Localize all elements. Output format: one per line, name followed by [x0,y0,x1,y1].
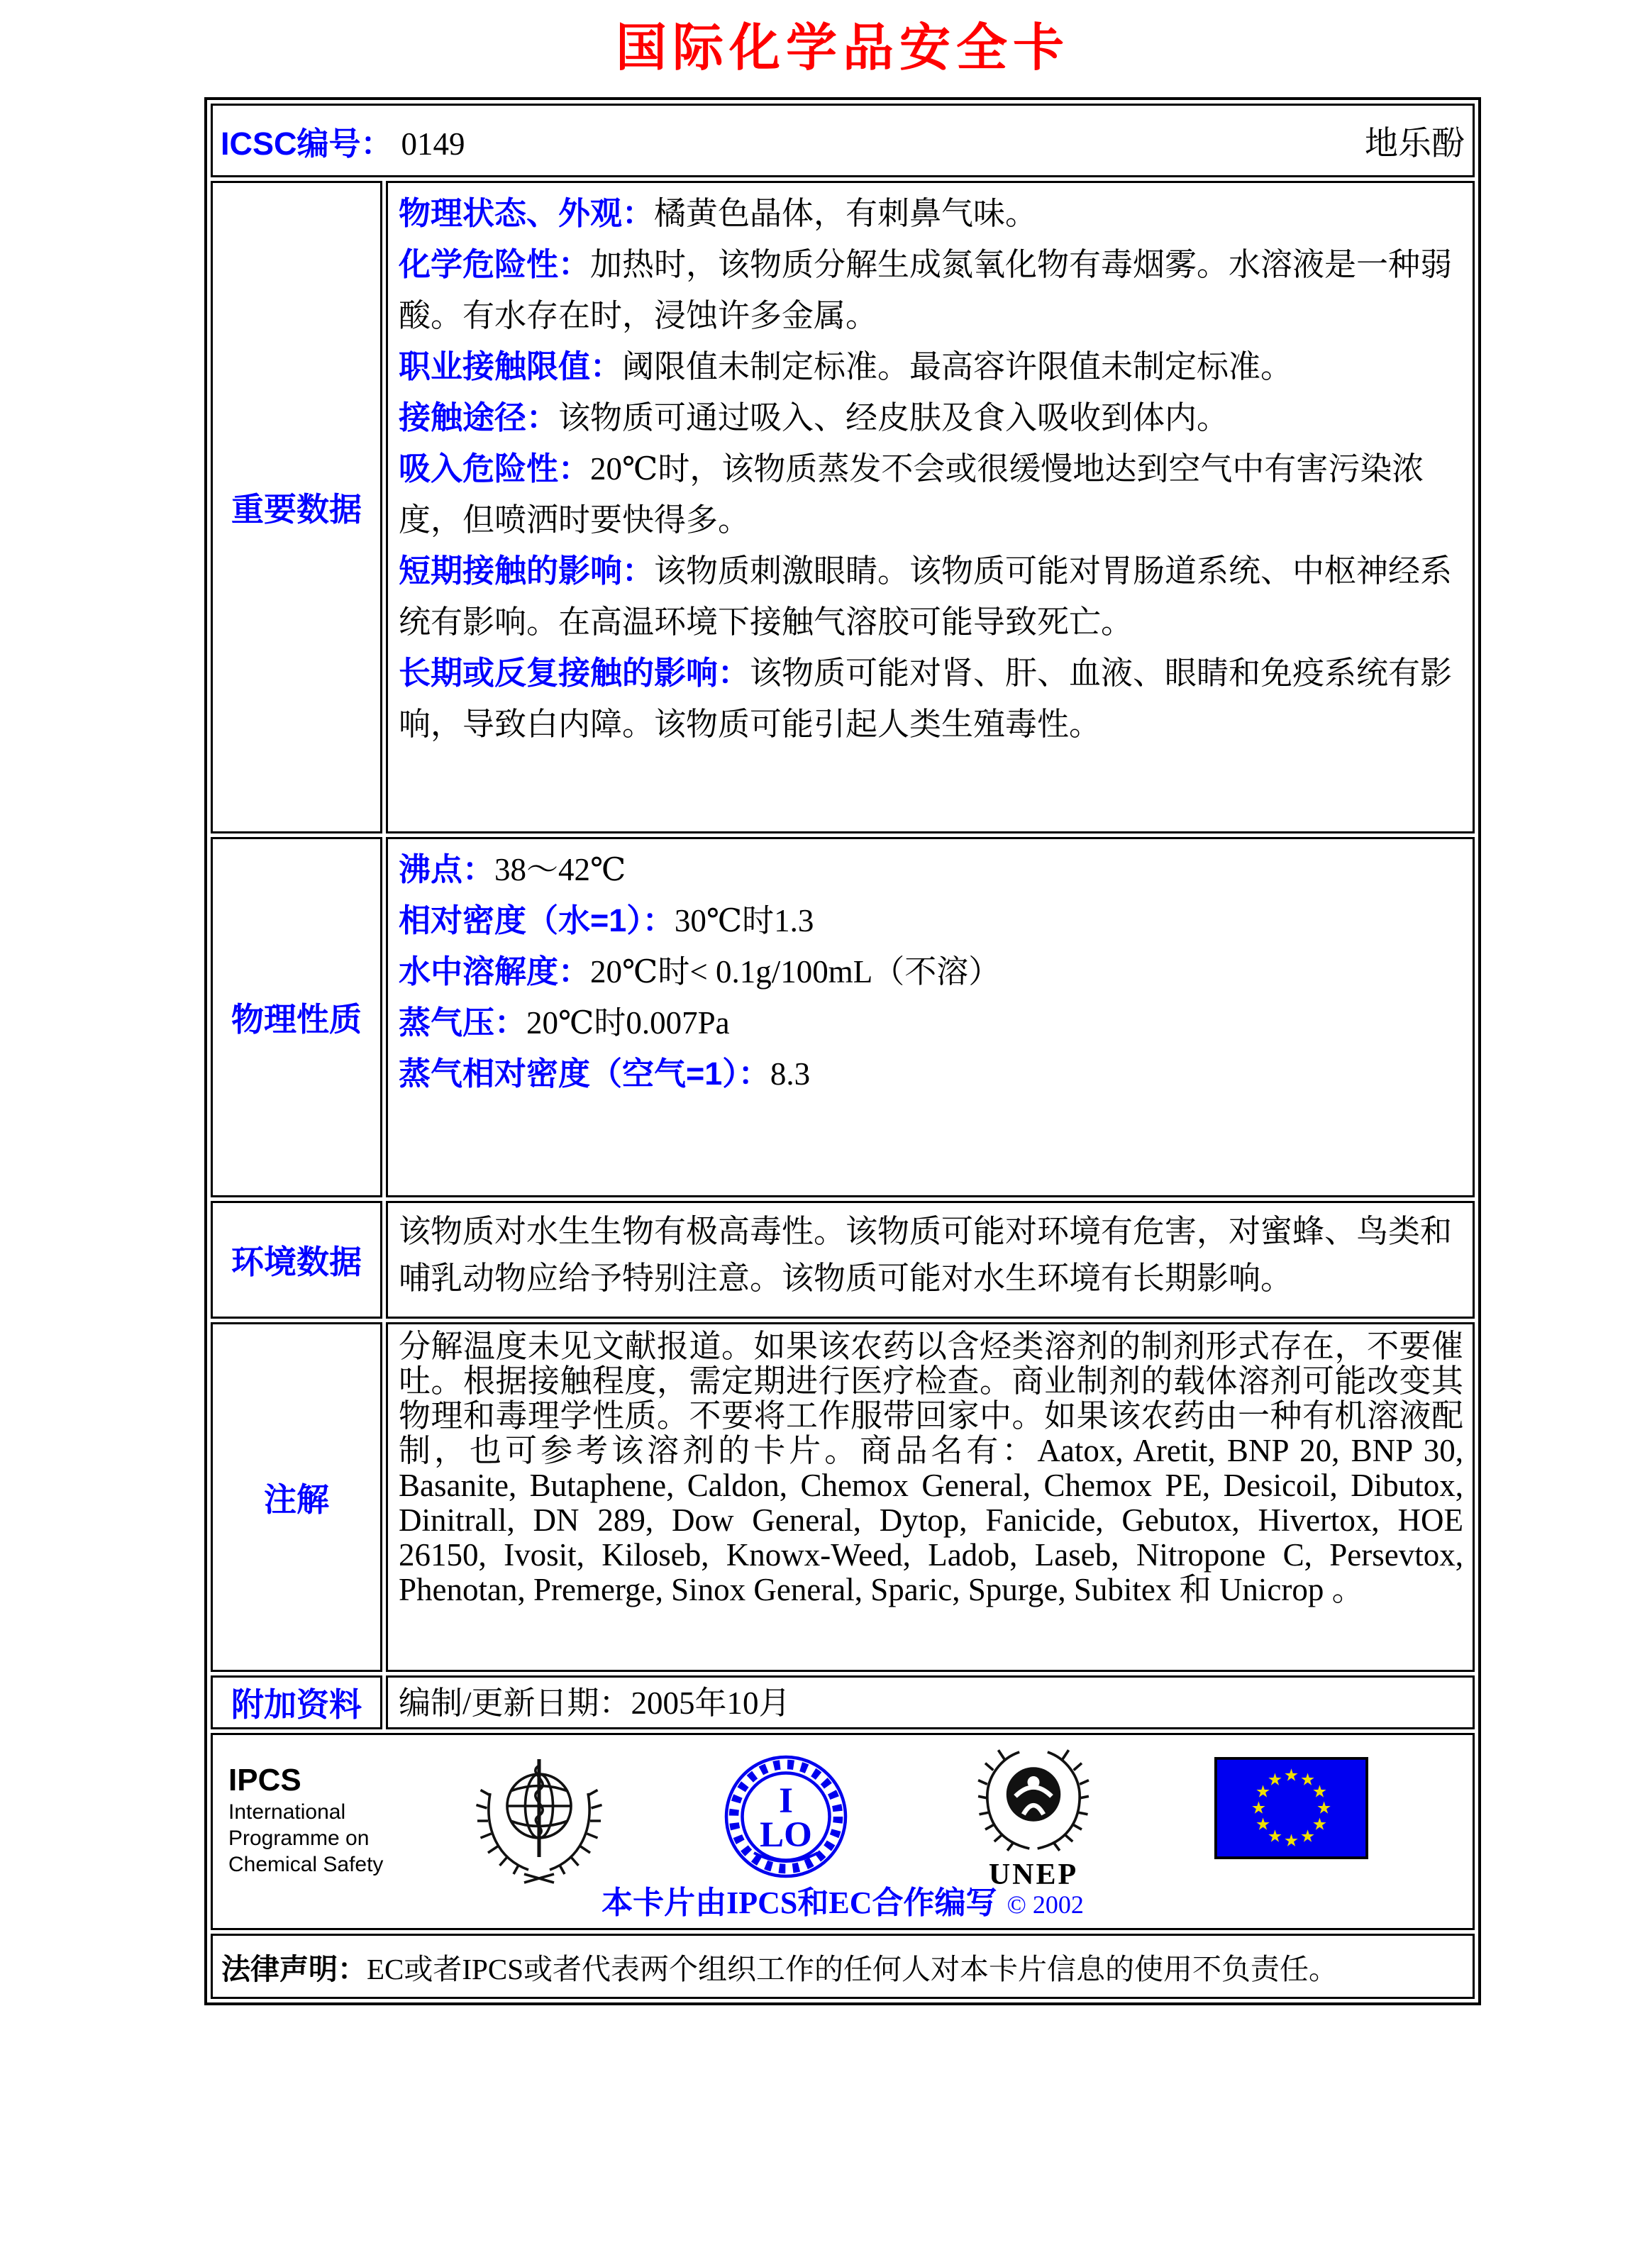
important-data-row [211,181,1475,833]
ilo-logo-icon [722,1751,850,1893]
notes-row [211,1322,1475,1672]
safety-card-table [204,97,1481,2005]
icsc-number-label: ICSC编号： [221,125,393,162]
important-item: 物理状态、外观：橘黄色晶体，有刺鼻气味。 [399,195,1038,231]
legal-text: EC或者IPCS或者代表两个组织工作的任何人对本卡片信息的使用不负责任。 [367,1952,1338,1985]
environmental-data-text: 该物质对水生生物有极高毒性。该物质可能对环境有危害，对蜜蜂、鸟类和哺乳动物应给予特别注意。该物质可能对水生环境有长期影响。 [399,1214,1453,1296]
important-data-side-label: 重要数据 [211,181,382,833]
physical-item: 蒸气压：20℃时0.007Pa [399,1004,730,1041]
important-data-content [386,181,1475,833]
additional-info-side-label: 附加资料 [211,1675,382,1729]
physical-properties-row [211,837,1475,1197]
environmental-data-row [211,1201,1475,1319]
physical-item: 沸点：38～42℃ [399,851,626,887]
who-logo-icon [475,1751,603,1893]
environmental-data-content [386,1201,1475,1319]
important-item: 长期或反复接触的影响：该物质可能对肾、肝、血液、眼睛和免疫系统有影响，导致白内障。该物质可能引起人类生殖毒性。 [399,655,1453,742]
notes-text: 分解温度未见文献报道。如果该农药以含烃类溶剂的制剂形式存在，不要催吐。根据接触程度，需定期进行医疗检查。商业制剂的载体溶剂可能改变其物理和毒理学性质。不要将工作服带回家中。如果该农药由一种有机溶液配制，也可参考该溶剂的卡片。商品名有：Aatox, Aretit, BNP 20, BNP 30, Basanite, Butaphene, Caldon, Chemox General, Chemox PE, Desicoil, Dibutox, Dinitrall, DN 289, Dow General, Dytop, Fanicide, Gebutox, Hivertox, HOE 26150, Ivosit, Kiloseb, Knowx-Weed, Ladob, Laseb, Nitropone C, Persevtox, Phenotan, Premerge, Sinox General, Sparic, Spurge, Subitex 和 Unicrop 。 [399,1329,1463,1607]
svg-text:LO: LO [760,1815,812,1855]
notes-content [386,1322,1475,1672]
ipcs-subline: Chemical Safety [228,1853,384,1876]
logos-cell [211,1733,1475,1930]
update-date-value: 2005年10月 [631,1685,791,1721]
header-cell [211,104,1475,177]
icsc-number-group [221,118,465,164]
physical-item: 相对密度（水=1）：30℃时1.3 [399,902,814,938]
legal-cell [211,1934,1475,1999]
unep-wordmark: UNEP [988,1858,1079,1891]
important-item: 职业接触限值：阈限值未制定标准。最高容许限值未制定标准。 [399,348,1293,384]
additional-info-content [386,1675,1475,1729]
additional-info-row [211,1675,1475,1729]
ipcs-subline: International [228,1800,346,1824]
environmental-data-side-label: 环境数据 [211,1201,382,1319]
ipcs-text-block [228,1762,383,1878]
eu-flag-icon [1214,1756,1368,1863]
ipcs-subline: Programme on [228,1827,370,1850]
physical-item: 水中溶解度：20℃时< 0.1g/100mL（不溶） [399,953,1001,990]
physical-properties-side-label: 物理性质 [211,837,382,1197]
page-title: 国际化学品安全卡 [615,20,1070,77]
chemical-name: 地乐酚 [1365,125,1465,162]
header-row [211,104,1475,177]
important-item: 短期接触的影响：该物质刺激眼睛。该物质可能对胃肠道系统、中枢神经系统有影响。在高温环境下接触气溶胶可能导致死亡。 [399,553,1453,640]
icsc-number-value: 0149 [401,126,465,162]
important-item: 化学危险性：加热时，该物质分解生成氮氧化物有毒烟雾。水溶液是一种弱酸。有水存在时，浸蚀许多金属。 [399,246,1453,333]
update-date-label: 编制/更新日期： [399,1685,631,1721]
legal-row [211,1934,1475,1999]
unep-logo-icon [973,1744,1094,1890]
physical-item: 蒸气相对密度（空气=1）：8.3 [399,1056,811,1092]
important-item: 吸入危险性：20℃时，该物质蒸发不会或很缓慢地达到空气中有害污染浓度，但喷洒时要快得多。 [399,450,1424,538]
ipcs-acronym: IPCS [228,1763,301,1797]
important-item: 接触途径：该物质可通过吸入、经皮肤及食入吸收到体内。 [399,399,1229,436]
svg-text:I: I [779,1781,793,1821]
notes-side-label: 注解 [211,1322,382,1672]
legal-label: 法律声明： [221,1952,367,1985]
footer-copyright: © 2002 [1007,1890,1084,1919]
footer-caption [213,1877,1473,1922]
logos-row [211,1733,1475,1930]
physical-properties-content [386,837,1475,1197]
footer-caption-text: 本卡片由IPCS和EC合作编写 [602,1885,997,1920]
